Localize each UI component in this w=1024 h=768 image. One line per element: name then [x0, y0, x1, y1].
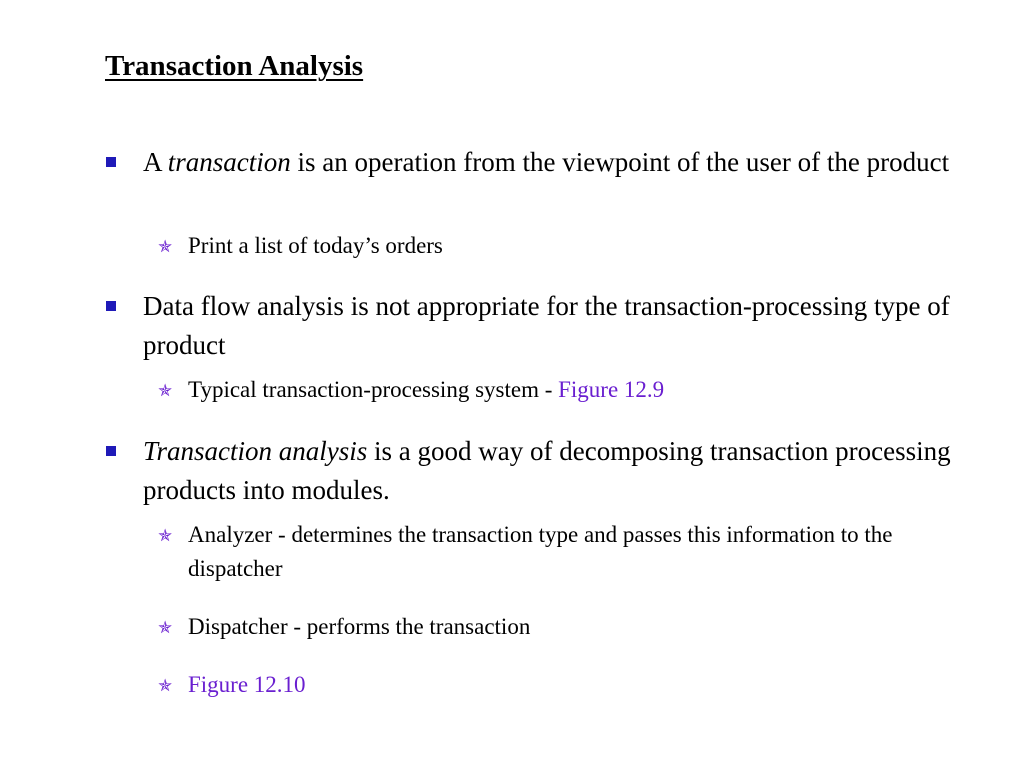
bullet-2-text: Data flow analysis is not appropriate for the transaction-processing type of product [143, 291, 950, 360]
star-bullet-icon: ✯ [158, 618, 173, 638]
sub-bullet-3-3 [158, 668, 948, 702]
sub-bullet-3-1 [158, 518, 948, 586]
bullet-3 [143, 432, 963, 510]
slide-title: Transaction Analysis [105, 50, 364, 82]
figure-12-10-link[interactable]: Figure 12.10 [188, 672, 306, 697]
bullet-2 [143, 287, 963, 365]
sub-bullet-2-1 [158, 373, 948, 407]
star-bullet-icon: ✯ [158, 676, 173, 696]
figure-12-9-link[interactable]: Figure 12.9 [558, 377, 665, 402]
square-bullet-icon [106, 157, 116, 167]
bullet-1-pre: A [143, 147, 168, 177]
star-bullet-icon: ✯ [158, 381, 173, 401]
bullet-1 [143, 143, 963, 182]
sub-bullet-3-1-text: Analyzer - determines the transaction type and passes this information to the dispatcher [188, 522, 893, 581]
star-bullet-icon: ✯ [158, 237, 173, 257]
sub-bullet-3-2 [158, 610, 948, 644]
bullet-3-post: is a good way of decomposing transaction processing products into modules. [143, 436, 951, 505]
bullet-1-post: is an operation from the viewpoint of the user of the product [290, 147, 950, 177]
square-bullet-icon [106, 301, 116, 311]
sub-bullet-3-2-text: Dispatcher - performs the transaction [188, 614, 531, 639]
bullet-1-emph: transaction [167, 147, 291, 177]
sub-bullet-2-1-text: Typical transaction-processing system - [188, 377, 559, 402]
bullet-3-emph: Transaction analysis [143, 436, 368, 466]
sub-bullet-1-1-text: Print a list of today’s orders [188, 233, 443, 258]
square-bullet-icon [106, 446, 116, 456]
sub-bullet-1-1 [158, 229, 948, 263]
star-bullet-icon: ✯ [158, 526, 173, 546]
